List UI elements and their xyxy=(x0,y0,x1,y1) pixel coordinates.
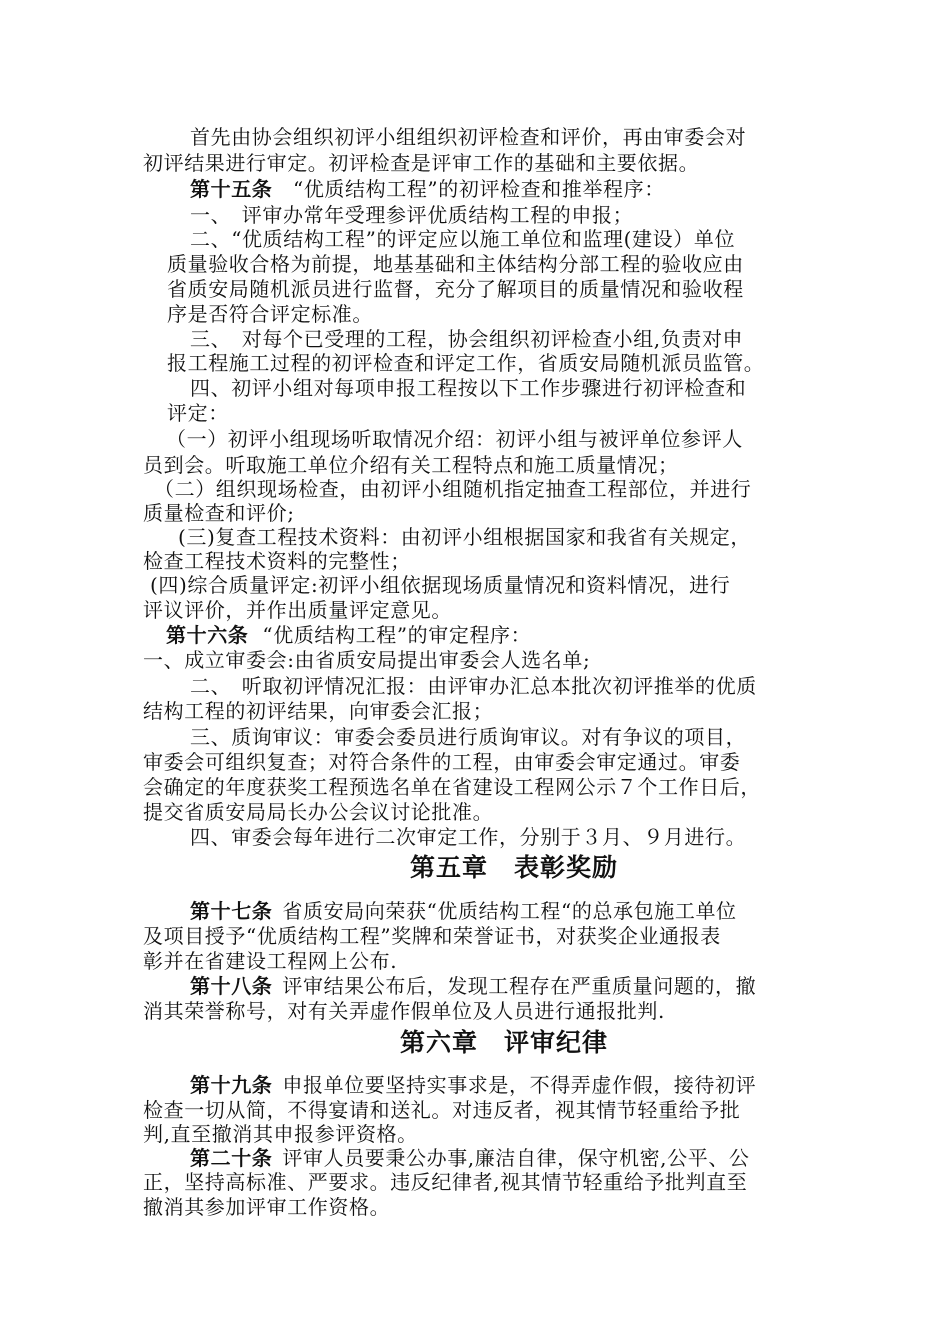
text-line: 质量检查和评价; xyxy=(143,501,295,525)
text-line: 二、“优质结构工程”的评定应以施工单位和监理(建设）单位 xyxy=(190,227,736,251)
text-line: 报工程施工过程的初评检查和评定工作，省质安局随机派员监管。 xyxy=(167,351,765,375)
text-line: 员到会。听取施工单位介绍有关工程特点和施工质量情况； xyxy=(143,453,679,477)
text-run: 评审结果公布后，发现工程存在严重质量问题的，撤 xyxy=(282,974,757,998)
article-15-heading: 第十五条 xyxy=(190,177,273,201)
text-line: 彰并在省建设工程网上公布. xyxy=(143,949,398,973)
text-line: 消其荣誉称号，对有关弄虚作假单位及人员进行通报批判. xyxy=(143,999,665,1023)
text-line: 评定： xyxy=(167,401,229,425)
text-line: 序是否符合评定标准。 xyxy=(167,302,373,326)
text-line: 及项目授予“优质结构工程”奖牌和荣誉证书，对获奖企业通报表 xyxy=(143,924,721,948)
article-20-heading: 第二十条 xyxy=(190,1146,273,1170)
text-line: 三、 对每个已受理的工程，协会组织初评检查小组,负责对申 xyxy=(190,327,744,351)
article-17-line xyxy=(190,898,737,924)
article-19-heading: 第十九条 xyxy=(190,1073,273,1097)
text-run: 省质安局向荣获“优质结构工程“的总承包施工单位 xyxy=(282,899,737,923)
article-18-line xyxy=(190,973,756,999)
text-line: 首先由协会组织初评小组组织初评检查和评价，再由审委会对 xyxy=(190,125,747,149)
text-line: 质量验收合格为前提，地基基础和主体结构分部工程的验收应由 xyxy=(167,252,744,276)
text-run: 申报单位要坚持实事求是，不得弄虚作假，接待初评 xyxy=(282,1073,757,1097)
article-19-line xyxy=(190,1072,756,1098)
text-line: 一、 评审办常年受理参评优质结构工程的申报； xyxy=(190,203,634,227)
text-line: 评议评价，并作出质量评定意见。 xyxy=(143,598,452,622)
text-line: 撤消其参加评审工作资格。 xyxy=(143,1195,391,1219)
text-line: 结构工程的初评结果，向审委会汇报； xyxy=(143,699,494,723)
text-line: 三、质询审议：审委会委员进行质询审议。对有争议的项目， xyxy=(190,725,747,749)
text-run: “优质结构工程”的初评检查和推举程序： xyxy=(272,177,665,201)
text-line: 检查工程技术资料的完整性； xyxy=(143,549,411,573)
article-16-heading: 第十六条 xyxy=(166,623,249,647)
text-line: 省质安局随机派员进行监督，充分了解项目的质量情况和验收程 xyxy=(167,277,744,301)
text-line: 检查一切从简，不得宴请和送礼。对违反者，视其情节轻重给予批 xyxy=(143,1098,741,1122)
text-line: 四、审委会每年进行二次审定工作，分别于３月、９月进行。 xyxy=(190,825,747,849)
text-line: 会确定的年度获奖工程预选名单在省建设工程网公示７个工作日后， xyxy=(143,775,761,799)
text-line: 四、初评小组对每项申报工程按以下工作步骤进行初评检查和 xyxy=(190,376,747,400)
text-line: 正，坚持高标准、严要求。违反纪律者,视其情节轻重给予批判直至 xyxy=(143,1170,748,1194)
article-17-heading: 第十七条 xyxy=(190,899,273,923)
text-line: 提交省质安局局长办公会议讨论批准。 xyxy=(143,800,494,824)
article-20-line xyxy=(190,1145,750,1171)
text-line: 一、成立审委会:由省质安局提出审委会人选名单; xyxy=(143,648,591,672)
text-line: （一）初评小组现场听取情况介绍：初评小组与被评单位参评人 xyxy=(166,427,743,451)
article-18-heading: 第十八条 xyxy=(190,974,273,998)
text-line: 审委会可组织复查；对符合条件的工程，由审委会审定通过。审委 xyxy=(143,750,741,774)
text-line: （二）组织现场检查，由初评小组随机指定抽查工程部位，并进行 xyxy=(154,477,752,501)
text-line: 初评结果进行审定。初评检查是评审工作的基础和主要依据。 xyxy=(143,151,700,175)
chapter-6-title: 第六章 评审纪律 xyxy=(400,1028,609,1057)
article-15-line xyxy=(190,176,665,202)
text-run: 评审人员要秉公办事,廉洁自律，保守机密,公平、公 xyxy=(282,1146,750,1170)
text-line: (三)复查工程技术资料：由初评小组根据国家和我省有关规定， xyxy=(178,525,752,549)
text-line: 二、 听取初评情况汇报：由评审办汇总本批次初评推举的优质 xyxy=(190,674,757,698)
text-line: 判,直至撤消其申报参评资格。 xyxy=(143,1122,418,1146)
chapter-5-title: 第五章 表彰奖励 xyxy=(410,853,619,882)
article-16-line xyxy=(166,622,531,648)
text-line: (四)综合质量评定:初评小组依据现场质量情况和资料情况，进行 xyxy=(150,573,731,597)
text-run: “优质结构工程”的审定程序： xyxy=(262,623,532,647)
